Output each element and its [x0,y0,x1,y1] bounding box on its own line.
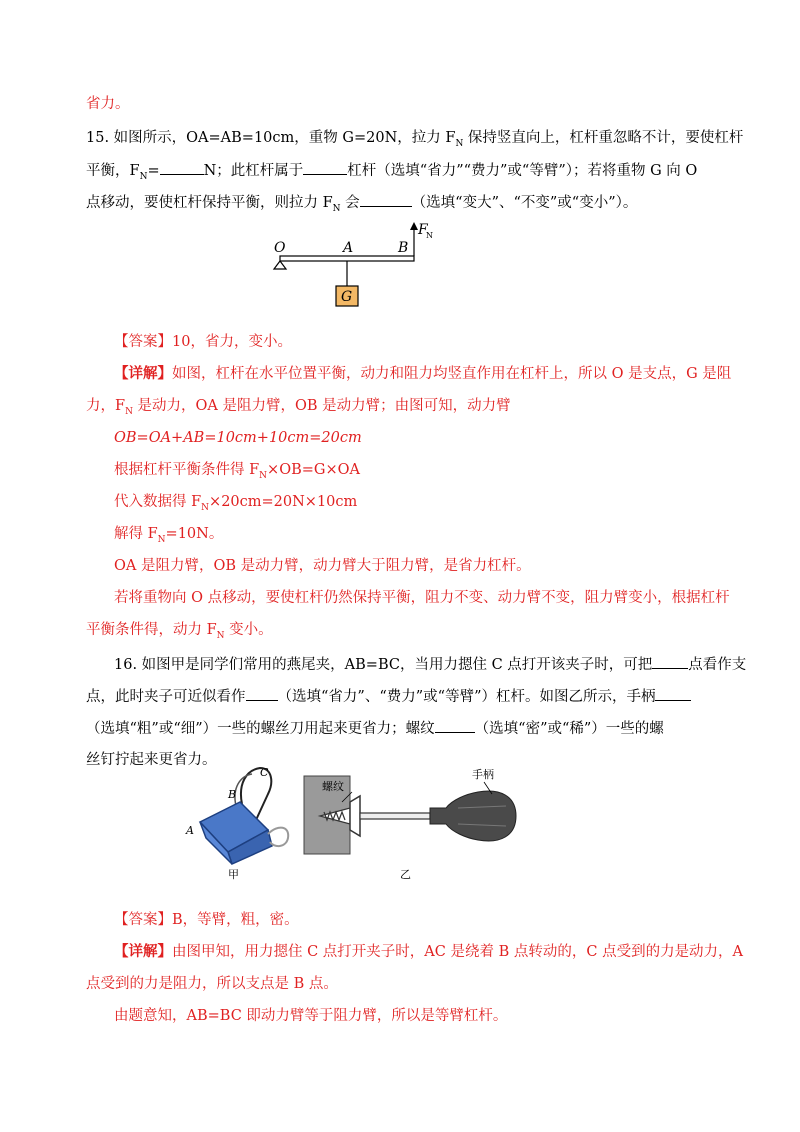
label-jia: 甲 [228,868,239,881]
detail-15-8: 若将重物向 O 点移动，要使杠杆仍然保持平衡，阻力不变、动力臂不变，阻力臂变小，根据杠杆 [114,590,730,606]
detail-16-2: 点受到的力是阻力，所以支点是 B 点。 [86,976,338,992]
label-B: B [398,240,409,256]
lever-bar [280,256,414,261]
blank-16-4 [435,718,475,733]
detail-15-4: 根据杠杆平衡条件得 $F_N\times OB=G\times OA$ [114,462,360,481]
q16-line-2: 点，此时夹子可近似看作 （选填“省力”、“费力”或“等臂”）杠杆。如图乙所示，手柄 [86,686,691,707]
detail-15-6: 解得 $F_N=10N$。 [114,526,224,545]
label-G: G [341,289,353,305]
clip-label-C: C [260,766,269,779]
blank-15-3 [360,192,412,207]
clip-label-A: A [186,824,194,837]
q15-line-2: 平衡，$F_N= N$；此杠杆属于 杠杆（选填“省力”“费力”或“等臂”）；若将重物 G 向 O [86,160,697,187]
label-shoubing: 手柄 [472,768,494,781]
label-yi: 乙 [400,868,411,881]
label-F: F [418,222,428,238]
screwdriver-figure [296,758,526,888]
blank-16-3 [655,686,691,701]
detail-15-7: OA 是阻力臂，OB 是动力臂，动力臂大于阻力臂，是省力杠杆。 [114,558,531,574]
screw-head [350,796,360,836]
q15-line-3: 点移动，要使杠杆保持平衡，则拉力 $F_N$ 会 （选填“变大”、“不变”或“变小”）。 [86,192,637,219]
answer-16: 【答案】B，等臂，粗，密。 [114,912,299,928]
q16-line-4: 丝钉拧起来更省力。 [86,752,217,768]
label-A: A [343,240,354,256]
label-luowen: 螺纹 [322,780,344,793]
screwdriver-shaft [360,813,430,819]
prev-answer-tail: 省力。 [86,96,130,112]
q15-line-1: 15. 如图所示，OA=AB=10cm，重物 G=20N，拉力 $F_N$ 保持竖直向上，杠杆重忽略不计，要使杠杆 [86,130,744,149]
q16-line-1: 16. 如图甲是同学们常用的燕尾夹，AB=BC，当用力摁住 C 点打开该夹子时，可把 点看作支 [114,654,746,675]
lever-figure [270,220,440,315]
screwdriver-handle [430,791,516,841]
answer-15: 【答案】10，省力，变小。 [114,334,292,350]
q16-line-3: （选填“粗”或“细”）一些的螺丝刀用起来更省力；螺纹 （选填“密”或“稀”）一些的螺 [86,718,664,739]
binder-clip-figure [176,760,294,886]
blank-16-2 [246,686,278,701]
blank-15-1 [160,160,204,175]
detail-15-3: OB=OA+AB=10cm+10cm=20cm [114,430,362,446]
detail-15-2: 力，$F_N$ 是动力，OA 是阻力臂，OB 是动力臂；由图可知，动力臂 [86,398,511,417]
blank-15-2 [303,160,347,175]
force-arrow-head [410,222,418,230]
detail-16-3: 由题意知，AB=BC 即动力臂等于阻力臂，所以是等臂杠杆。 [114,1008,508,1024]
detail-15-9: 平衡条件得，动力 $F_N$ 变小。 [86,622,273,641]
blank-16-1 [652,654,688,669]
label-F-sub: N [426,231,433,240]
detail-15-1: 【详解】如图，杠杆在水平位置平衡，动力和阻力均竖直作用在杠杆上，所以 O 是支点，G 是阻 [114,365,732,382]
label-O: O [274,240,286,256]
clip-label-B: B [228,788,237,801]
detail-16-1: 【详解】由图甲知，用力摁住 C 点打开夹子时，AC 是绕着 B 点转动的，C 点受到的力是动力，A [114,943,744,960]
detail-15-5: 代入数据得 $F_N\times 20cm=20N\times 10cm$ [114,494,358,513]
clip-handle-right [268,828,288,846]
pivot-triangle [274,261,286,269]
